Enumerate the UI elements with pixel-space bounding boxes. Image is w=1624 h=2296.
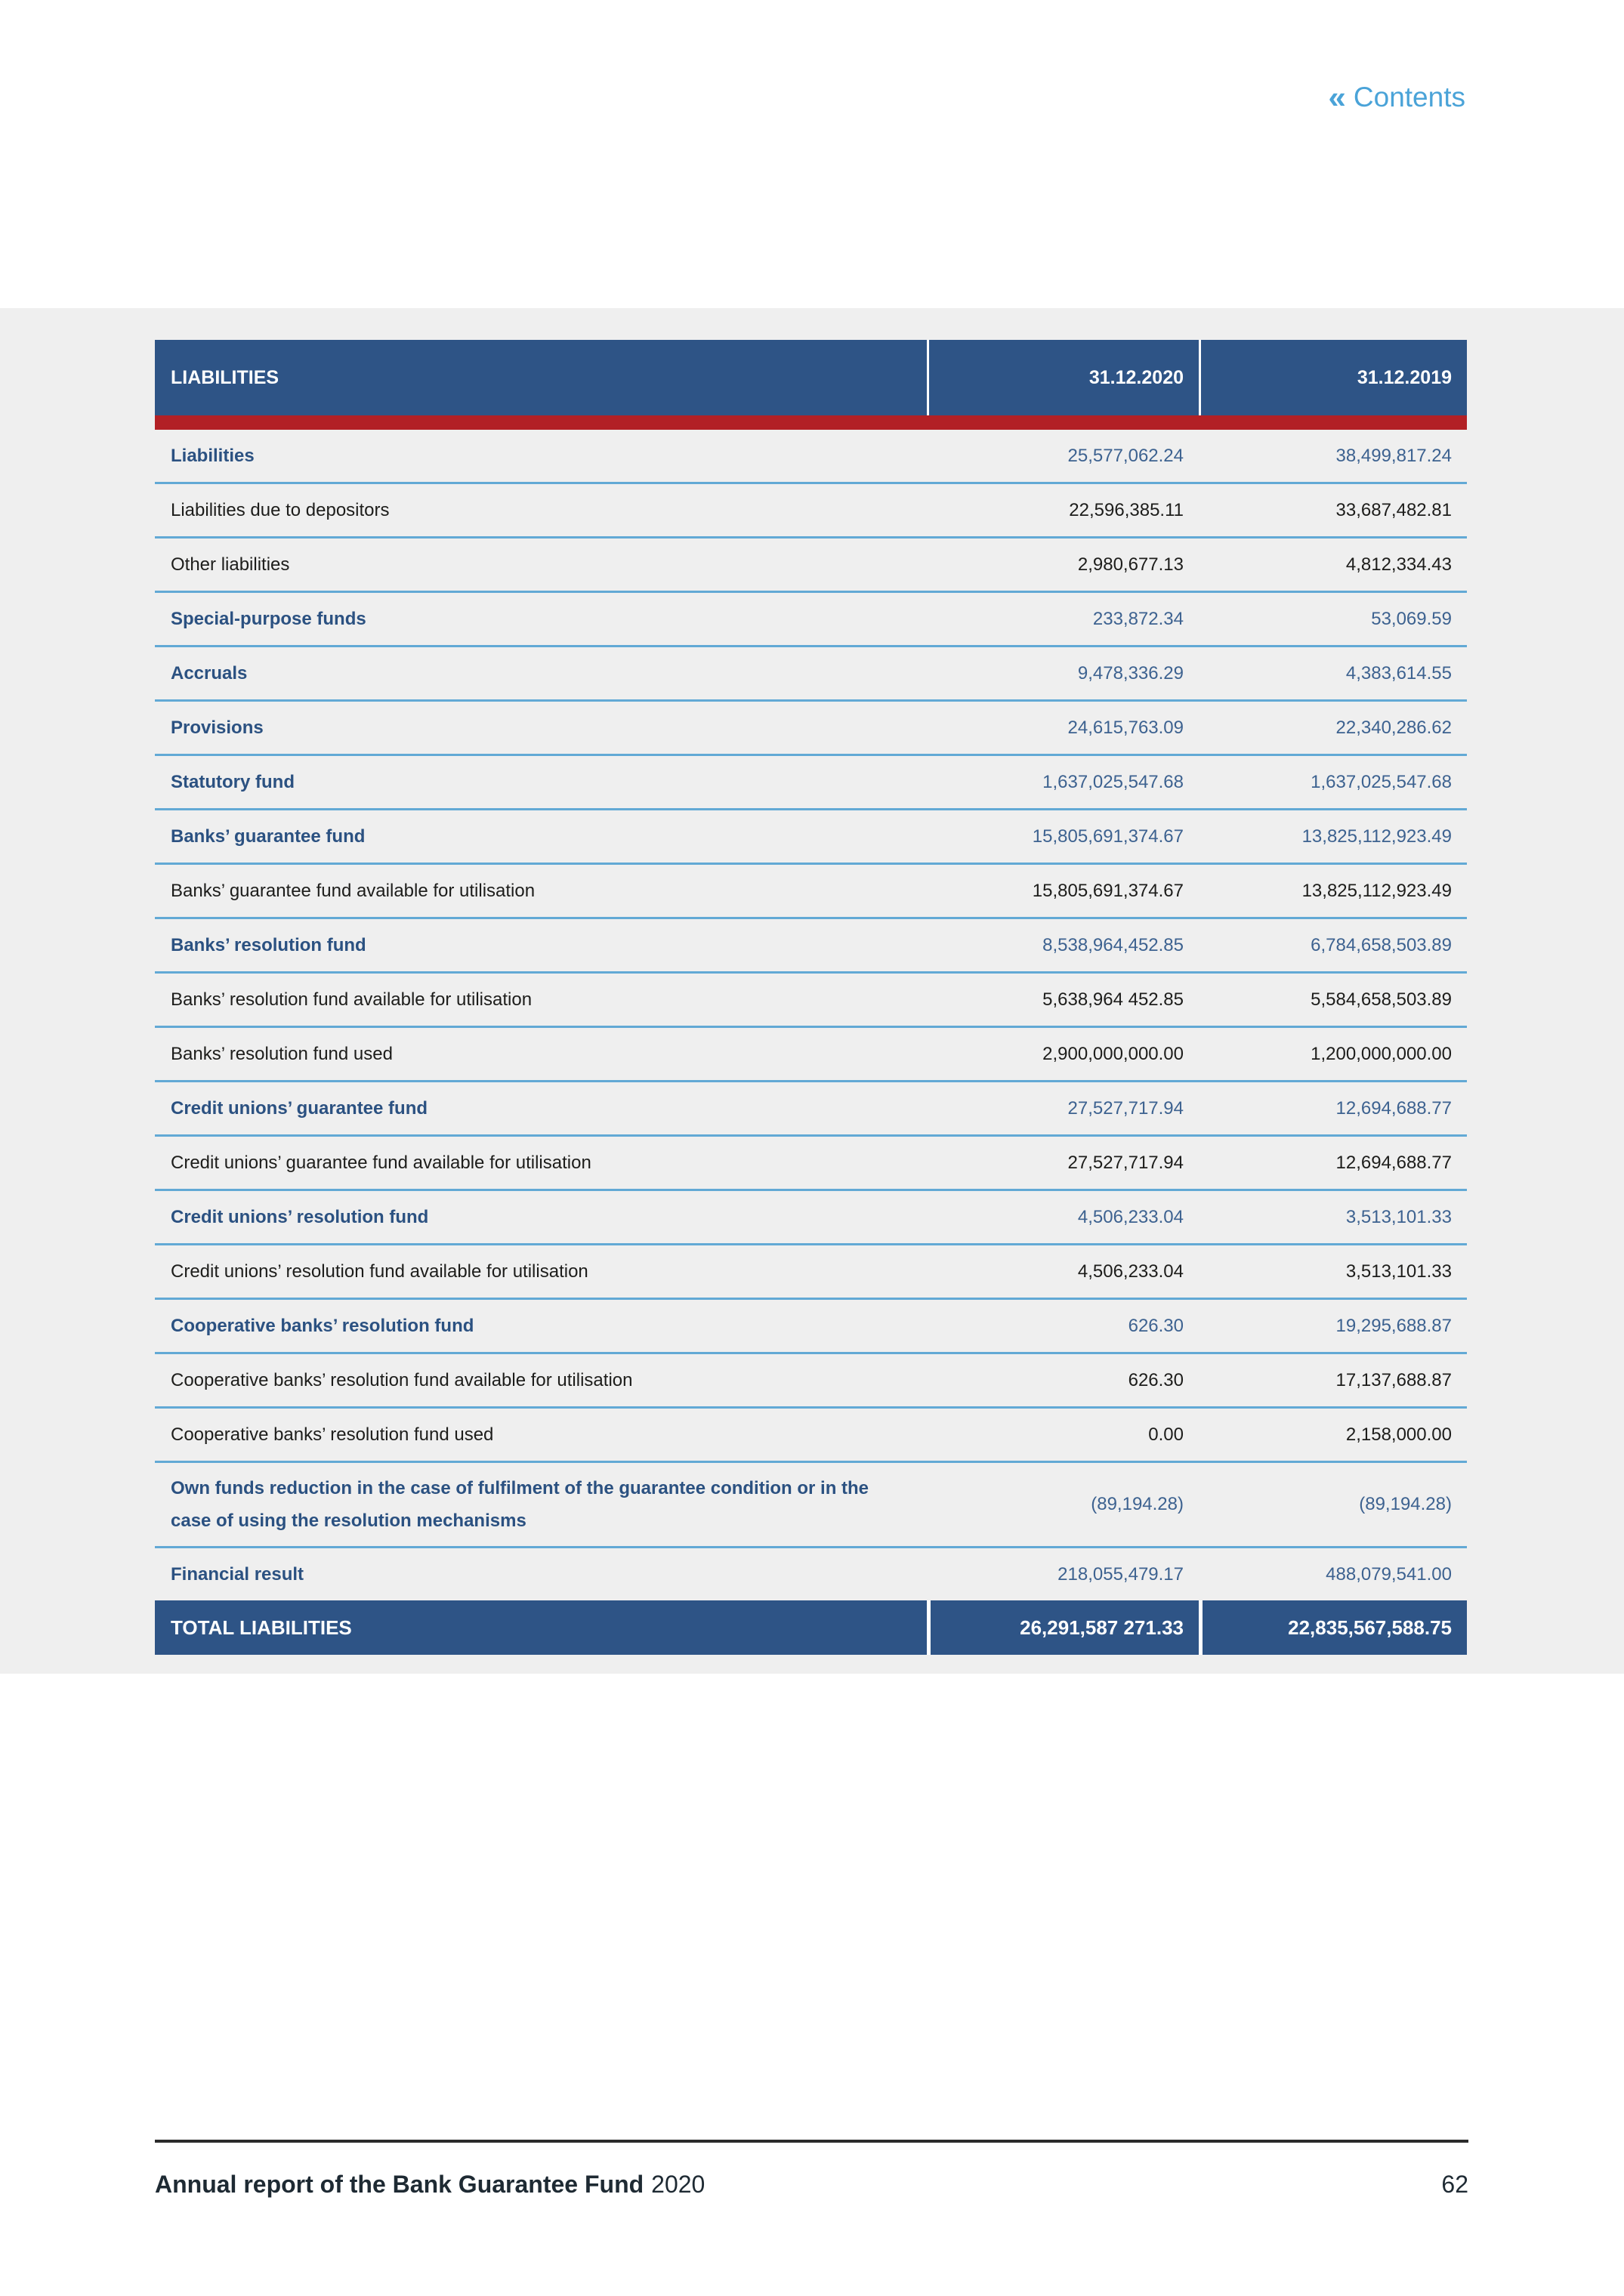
back-chevrons-icon: « [1328,79,1346,115]
row-label: Banks’ resolution fund available for utilisation [171,989,533,1010]
row-value-2019: 13,825,112,923.49 [1301,826,1452,847]
row-value-2020: 24,615,763.09 [1067,717,1184,738]
column-header-2019: 31.12.2019 [1199,340,1467,415]
row-label: Own funds reduction in the case of fulfilment of the guarantee condition or in the case of using the resolution mechanisms [171,1478,869,1532]
row-label: Other liabilities [171,554,290,575]
row-value-2019: 4,383,614.55 [1345,662,1452,684]
row-label: Credit unions’ guarantee fund available for utilisation [171,1152,591,1173]
table-row [155,702,1467,756]
row-value-2019: (89,194.28) [1359,1494,1452,1515]
table-row [155,919,1467,974]
liabilities-table [155,340,1467,1655]
row-value-2020: 2,900,000,000.00 [1042,1043,1184,1064]
table-row [155,810,1467,865]
row-value-2019: 488,079,541.00 [1326,1563,1452,1585]
row-value-2020: 15,805,691,374.67 [1032,826,1184,847]
row-value-2019: 19,295,688.87 [1335,1315,1452,1336]
footer-year: 2020 [651,2171,705,2198]
row-value-2019: 53,069.59 [1371,608,1452,629]
table-row [155,593,1467,647]
table-row [155,865,1467,919]
table-row [155,1191,1467,1245]
table-row [155,756,1467,810]
row-label: Credit unions’ resolution fund [171,1206,429,1227]
row-value-2020: 9,478,336.29 [1077,662,1184,684]
row-value-2019: 22,340,286.62 [1335,717,1452,738]
row-value-2019: 17,137,688.87 [1335,1369,1452,1390]
row-label: Liabilities due to depositors [171,499,390,520]
footer-divider [155,2140,1468,2143]
table-row [155,1082,1467,1137]
table-header-row [155,340,1467,415]
row-value-2020: 626.30 [1128,1369,1184,1390]
row-label: Banks’ guarantee fund [171,826,366,847]
contents-link-label: Contents [1353,82,1465,113]
table-body [155,430,1467,1600]
row-value-2020: 15,805,691,374.67 [1032,880,1184,901]
table-row [155,1463,1467,1548]
row-value-2019: 4,812,334.43 [1345,554,1452,575]
row-label: Credit unions’ resolution fund available for utilisation [171,1261,588,1282]
row-value-2019: 3,513,101.33 [1345,1206,1452,1227]
footer-report-title [155,2171,705,2199]
red-accent-bar [155,415,1467,430]
row-value-2019: 1,200,000,000.00 [1311,1043,1452,1064]
row-value-2020: 27,527,717.94 [1067,1097,1184,1119]
row-label: Banks’ resolution fund used [171,1043,393,1064]
total-label: TOTAL LIABILITIES [171,1616,352,1639]
row-label: Banks’ resolution fund [171,934,366,955]
row-value-2020: 626.30 [1128,1315,1184,1336]
footer-title-text: Annual report of the Bank Guarantee Fund [155,2171,644,2198]
row-value-2020: 0.00 [1148,1424,1184,1445]
row-value-2019: 5,584,658,503.89 [1311,989,1452,1010]
row-value-2019: 12,694,688.77 [1335,1152,1452,1173]
table-background-band [0,308,1624,1674]
table-row [155,539,1467,593]
row-label: Financial result [171,1564,304,1585]
table-row [155,1245,1467,1300]
row-value-2019: 33,687,482.81 [1335,499,1452,520]
row-label: Statutory fund [171,771,295,792]
row-value-2020: 8,538,964,452.85 [1042,934,1184,955]
total-liabilities-row [155,1600,1467,1655]
row-value-2020: 25,577,062.24 [1067,445,1184,466]
row-label: Banks’ guarantee fund available for utilisation [171,880,536,901]
row-value-2019: 3,513,101.33 [1345,1261,1452,1282]
row-label: Credit unions’ guarantee fund [171,1097,428,1119]
table-row [155,974,1467,1028]
table-row [155,1409,1467,1463]
row-label: Provisions [171,717,264,738]
column-header-liabilities: LIABILITIES [171,366,279,388]
footer [155,2171,1468,2199]
page-number: 62 [1441,2171,1468,2198]
total-value-2019: 22,835,567,588.75 [1199,1600,1467,1655]
row-value-2020: 1,637,025,547.68 [1042,771,1184,792]
row-value-2020: 27,527,717.94 [1067,1152,1184,1173]
row-value-2020: 4,506,233.04 [1077,1206,1184,1227]
contents-link[interactable] [1329,79,1465,116]
row-label: Cooperative banks’ resolution fund available for utilisation [171,1369,633,1390]
row-value-2019: 1,637,025,547.68 [1311,771,1452,792]
total-value-2020: 26,291,587 271.33 [927,1600,1199,1655]
row-label: Liabilities [171,445,255,466]
table-row [155,484,1467,539]
row-value-2019: 6,784,658,503.89 [1311,934,1452,955]
table-row [155,1354,1467,1409]
table-row [155,1548,1467,1600]
row-value-2019: 12,694,688.77 [1335,1097,1452,1119]
column-header-2020: 31.12.2020 [927,340,1199,415]
row-value-2020: (89,194.28) [1091,1494,1184,1515]
row-value-2019: 2,158,000.00 [1345,1424,1452,1445]
row-label: Cooperative banks’ resolution fund used [171,1424,494,1445]
table-row [155,430,1467,484]
row-value-2019: 13,825,112,923.49 [1301,880,1452,901]
row-value-2020: 4,506,233.04 [1077,1261,1184,1282]
row-value-2020: 5,638,964 452.85 [1042,989,1184,1010]
row-label: Cooperative banks’ resolution fund [171,1315,474,1336]
row-label: Accruals [171,662,248,684]
table-row [155,1300,1467,1354]
table-row [155,1137,1467,1191]
row-value-2020: 22,596,385.11 [1069,499,1184,520]
row-label: Special-purpose funds [171,608,366,629]
table-row [155,1028,1467,1082]
row-value-2020: 233,872.34 [1092,608,1184,629]
row-value-2020: 2,980,677.13 [1077,554,1184,575]
table-row [155,647,1467,702]
row-value-2019: 38,499,817.24 [1335,445,1452,466]
row-value-2020: 218,055,479.17 [1057,1563,1184,1585]
